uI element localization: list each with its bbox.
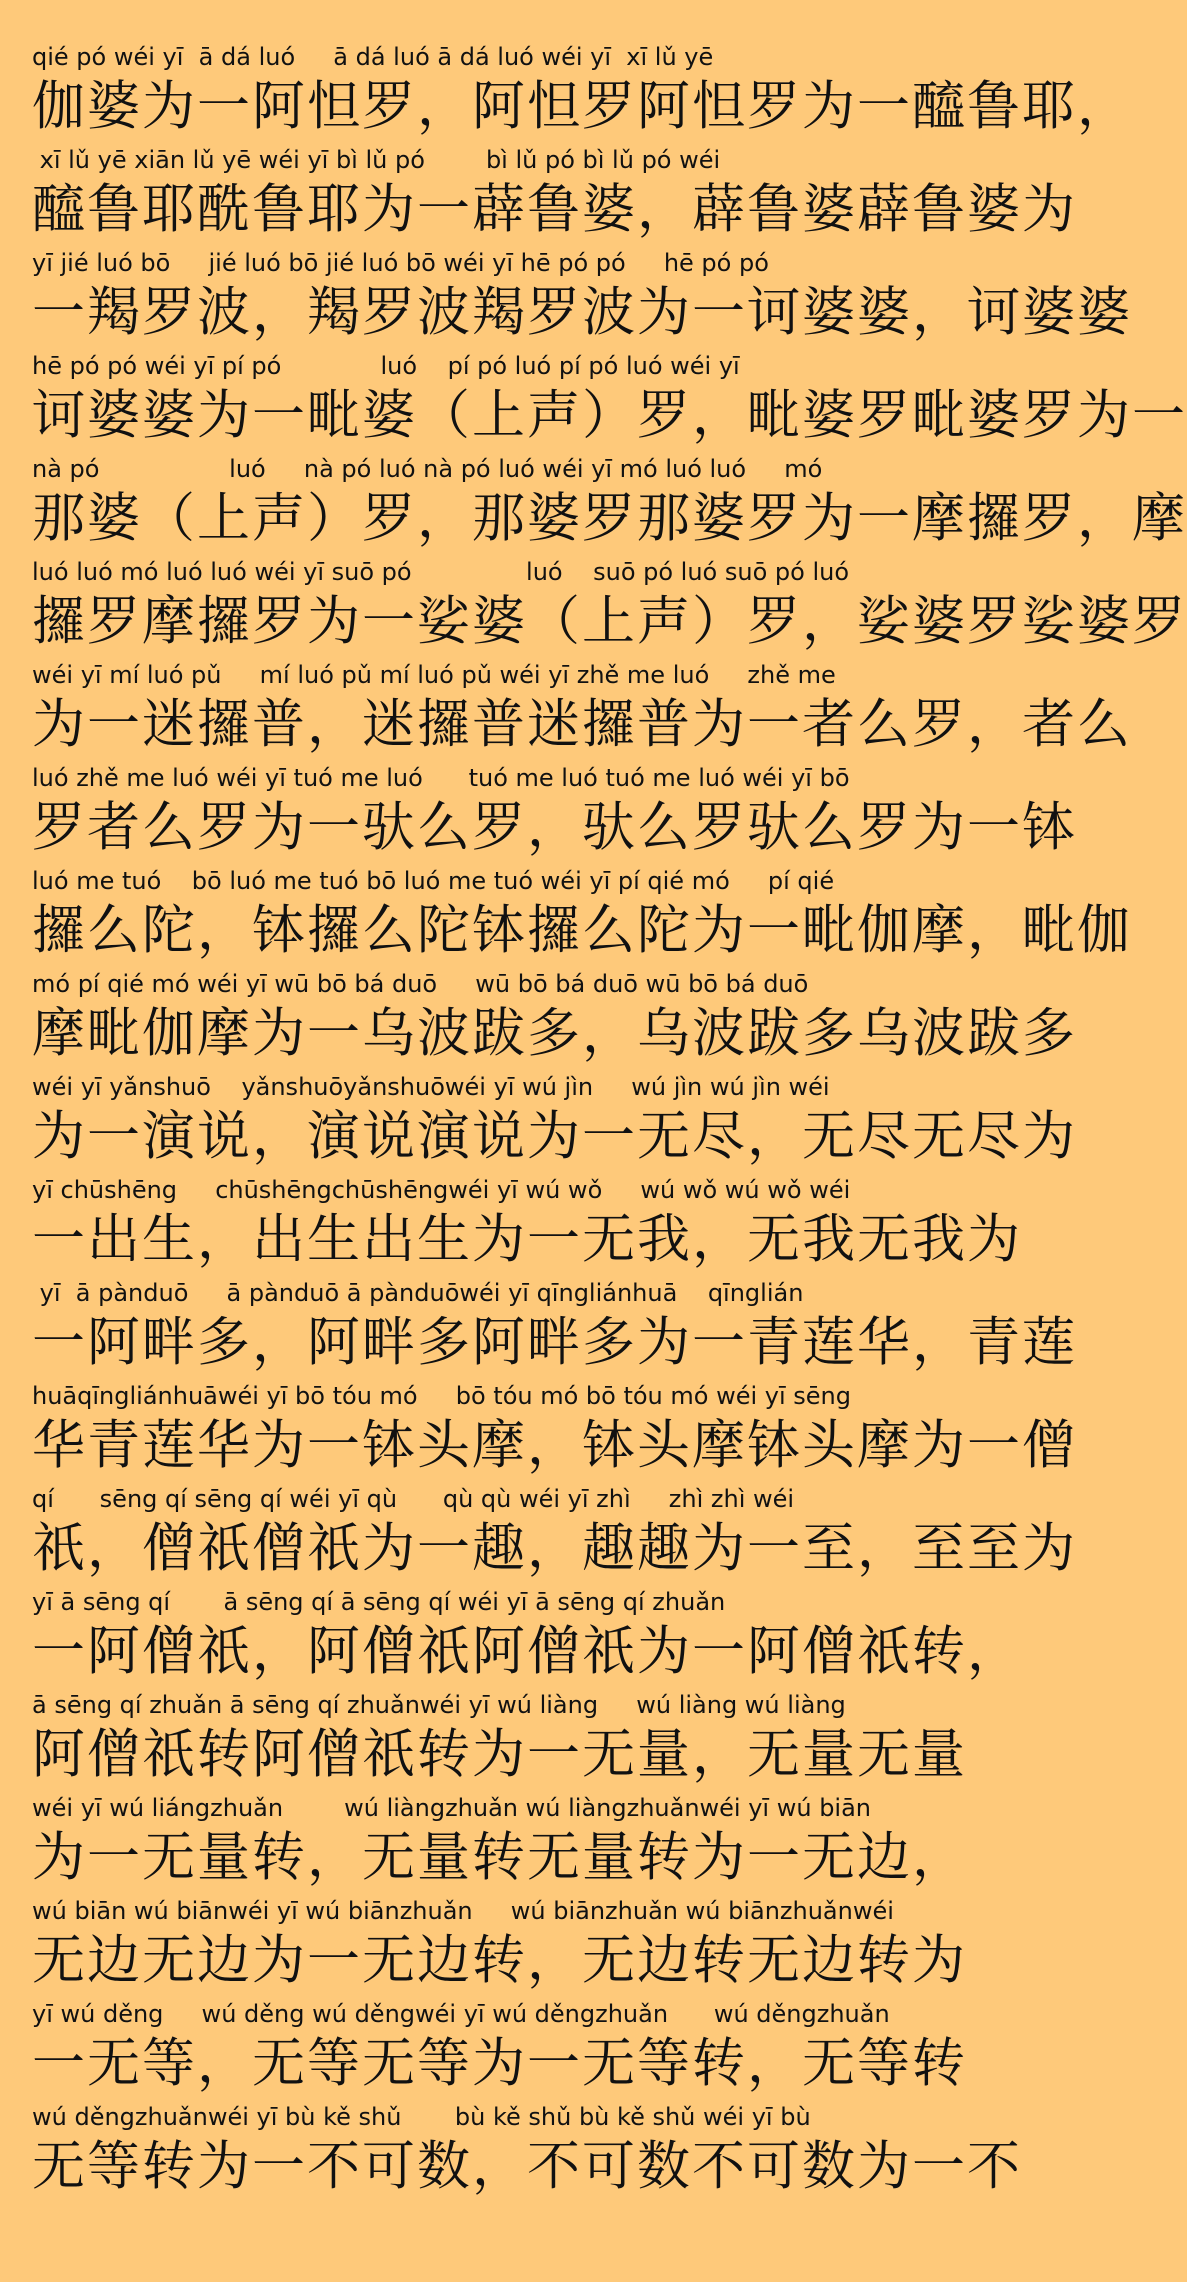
text-line: [32, 2098, 1056, 2201]
text-line: [32, 1480, 1077, 1583]
hanzi-line: 祇，僧祇僧祇为一趣，趣趣为一至，至至为: [32, 1518, 1077, 1579]
hanzi-line: 一无等，无等无等为一无等转，无等转: [32, 2033, 967, 2094]
pinyin-line: yī ā pànduō ā pànduō ā pànduōwéi yī qīngliánhuā qīnglián: [32, 1279, 804, 1307]
text-line: [32, 450, 1187, 553]
pinyin-line: mó pí qié mó wéi yī wū bō bá duō wū bō bá duō wū bō bá duō: [32, 970, 809, 998]
pinyin-line: yī ā sēng qí ā sēng qí ā sēng qí wéi yī ā sēng qí zhuǎn: [32, 1588, 726, 1616]
pinyin-line: ā sēng qí zhuǎn ā sēng qí zhuǎnwéi yī wú liàng wú liàng wú liàng: [32, 1691, 846, 1719]
hanzi-line: 为一演说，演说演说为一无尽，无尽无尽为: [32, 1106, 1077, 1167]
text-line: [32, 1171, 1056, 1274]
pinyin-line: nà pó luó nà pó luó nà pó luó wéi yī mó luó luó mó: [32, 455, 823, 483]
hanzi-line: 罗者么罗为一驮么罗，驮么罗驮么罗为一钵: [32, 797, 1077, 858]
text-line: [32, 141, 1077, 244]
pinyin-line: luó me tuó bō luó me tuó bō luó me tuó wéi yī pí qié mó pí qié: [32, 867, 835, 895]
text-line: [32, 1892, 1056, 1995]
pinyin-line: qié pó wéi yī ā dá luó ā dá luó ā dá luó wéi yī xī lǔ yē: [32, 43, 714, 71]
text-line: [32, 656, 1132, 759]
text-line: [32, 862, 1132, 965]
text-line: [32, 1274, 1077, 1377]
pinyin-line: luó zhě me luó wéi yī tuó me luó tuó me luó tuó me luó wéi yī bō: [32, 764, 850, 792]
text-line: [32, 759, 1077, 862]
pinyin-line: xī lǔ yē xiān lǔ yē wéi yī bì lǔ pó bì lǔ pó bì lǔ pó wéi: [32, 146, 721, 174]
text-line: [32, 1377, 1077, 1480]
text-line: [32, 1789, 1056, 1892]
hanzi-line: 摩毗伽摩为一乌波跋多，乌波跋多乌波跋多: [32, 1003, 1077, 1064]
text-line: [32, 244, 1132, 347]
pinyin-line: yī jié luó bō jié luó bō jié luó bō wéi yī hē pó pó hē pó pó: [32, 249, 769, 277]
hanzi-line: 伽婆为一阿怛罗，阿怛罗阿怛罗为一醯鲁耶，: [32, 76, 1132, 137]
hanzi-line: 为一迷攞普，迷攞普迷攞普为一者么罗，者么: [32, 694, 1132, 755]
pinyin-line: wú děngzhuǎnwéi yī bù kě shǔ bù kě shǔ bù kě shǔ wéi yī bù: [32, 2103, 811, 2131]
pinyin-line: wú biān wú biānwéi yī wú biānzhuǎn wú biānzhuǎn wú biānzhuǎnwéi: [32, 1897, 894, 1925]
pinyin-line: qí sēng qí sēng qí wéi yī qù qù qù wéi yī zhì zhì zhì wéi: [32, 1485, 795, 1513]
pinyin-line: hē pó pó wéi yī pí pó luó pí pó luó pí pó luó wéi yī: [32, 352, 740, 380]
text-line: [32, 1068, 1077, 1171]
text-line: [32, 1995, 1056, 2098]
hanzi-line: 一阿僧祇，阿僧祇阿僧祇为一阿僧祇转，: [32, 1621, 1022, 1682]
hanzi-line: 攞罗摩攞罗为一娑婆（上声）罗，娑婆罗娑婆罗: [32, 591, 1187, 652]
pinyin-line: yī chūshēng chūshēngchūshēngwéi yī wú wǒ wú wǒ wú wǒ wéi: [32, 1176, 851, 1204]
pinyin-line: wéi yī yǎnshuō yǎnshuōyǎnshuōwéi yī wú jìn wú jìn wú jìn wéi: [32, 1073, 830, 1101]
hanzi-line: 无边无边为一无边转，无边转无边转为: [32, 1930, 967, 1991]
hanzi-line: 醯鲁耶酰鲁耶为一薜鲁婆，薜鲁婆薜鲁婆为: [32, 179, 1077, 240]
hanzi-line: 诃婆婆为一毗婆（上声）罗，毗婆罗毗婆罗为一: [32, 385, 1187, 446]
pinyin-line: luó luó mó luó luó wéi yī suō pó luó suō pó luó suō pó luó: [32, 558, 850, 586]
hanzi-line: 一阿畔多，阿畔多阿畔多为一青莲华，青莲: [32, 1312, 1077, 1373]
hanzi-line: 无等转为一不可数，不可数不可数为一不: [32, 2136, 1022, 2197]
hanzi-line: 攞么陀，钵攞么陀钵攞么陀为一毗伽摩，毗伽: [32, 900, 1132, 961]
pinyin-line: wéi yī mí luó pǔ mí luó pǔ mí luó pǔ wéi yī zhě me luó zhě me: [32, 661, 836, 689]
pinyin-line: yī wú děng wú děng wú děngwéi yī wú děngzhuǎn wú děngzhuǎn: [32, 2000, 890, 2028]
hanzi-line: 为一无量转，无量转无量转为一无边，: [32, 1827, 967, 1888]
hanzi-line: 一出生，出生出生为一无我，无我无我为: [32, 1209, 1022, 1270]
hanzi-line: 那婆（上声）罗，那婆罗那婆罗为一摩攞罗，摩: [32, 488, 1187, 549]
pinyin-line: wéi yī wú liángzhuǎn wú liàngzhuǎn wú liàngzhuǎnwéi yī wú biān: [32, 1794, 872, 1822]
pinyin-line: huāqīngliánhuāwéi yī bō tóu mó bō tóu mó bō tóu mó wéi yī sēng: [32, 1382, 851, 1410]
hanzi-line: 阿僧祇转阿僧祇转为一无量，无量无量: [32, 1724, 967, 1785]
text-line: [32, 965, 1077, 1068]
text-line: [32, 1686, 1056, 1789]
text-line: [32, 1583, 1056, 1686]
hanzi-line: 华青莲华为一钵头摩，钵头摩钵头摩为一僧: [32, 1415, 1077, 1476]
text-line: [32, 347, 1187, 450]
hanzi-line: 一羯罗波，羯罗波羯罗波为一诃婆婆，诃婆婆: [32, 282, 1132, 343]
text-line: [32, 553, 1187, 656]
text-line: [32, 38, 1132, 141]
